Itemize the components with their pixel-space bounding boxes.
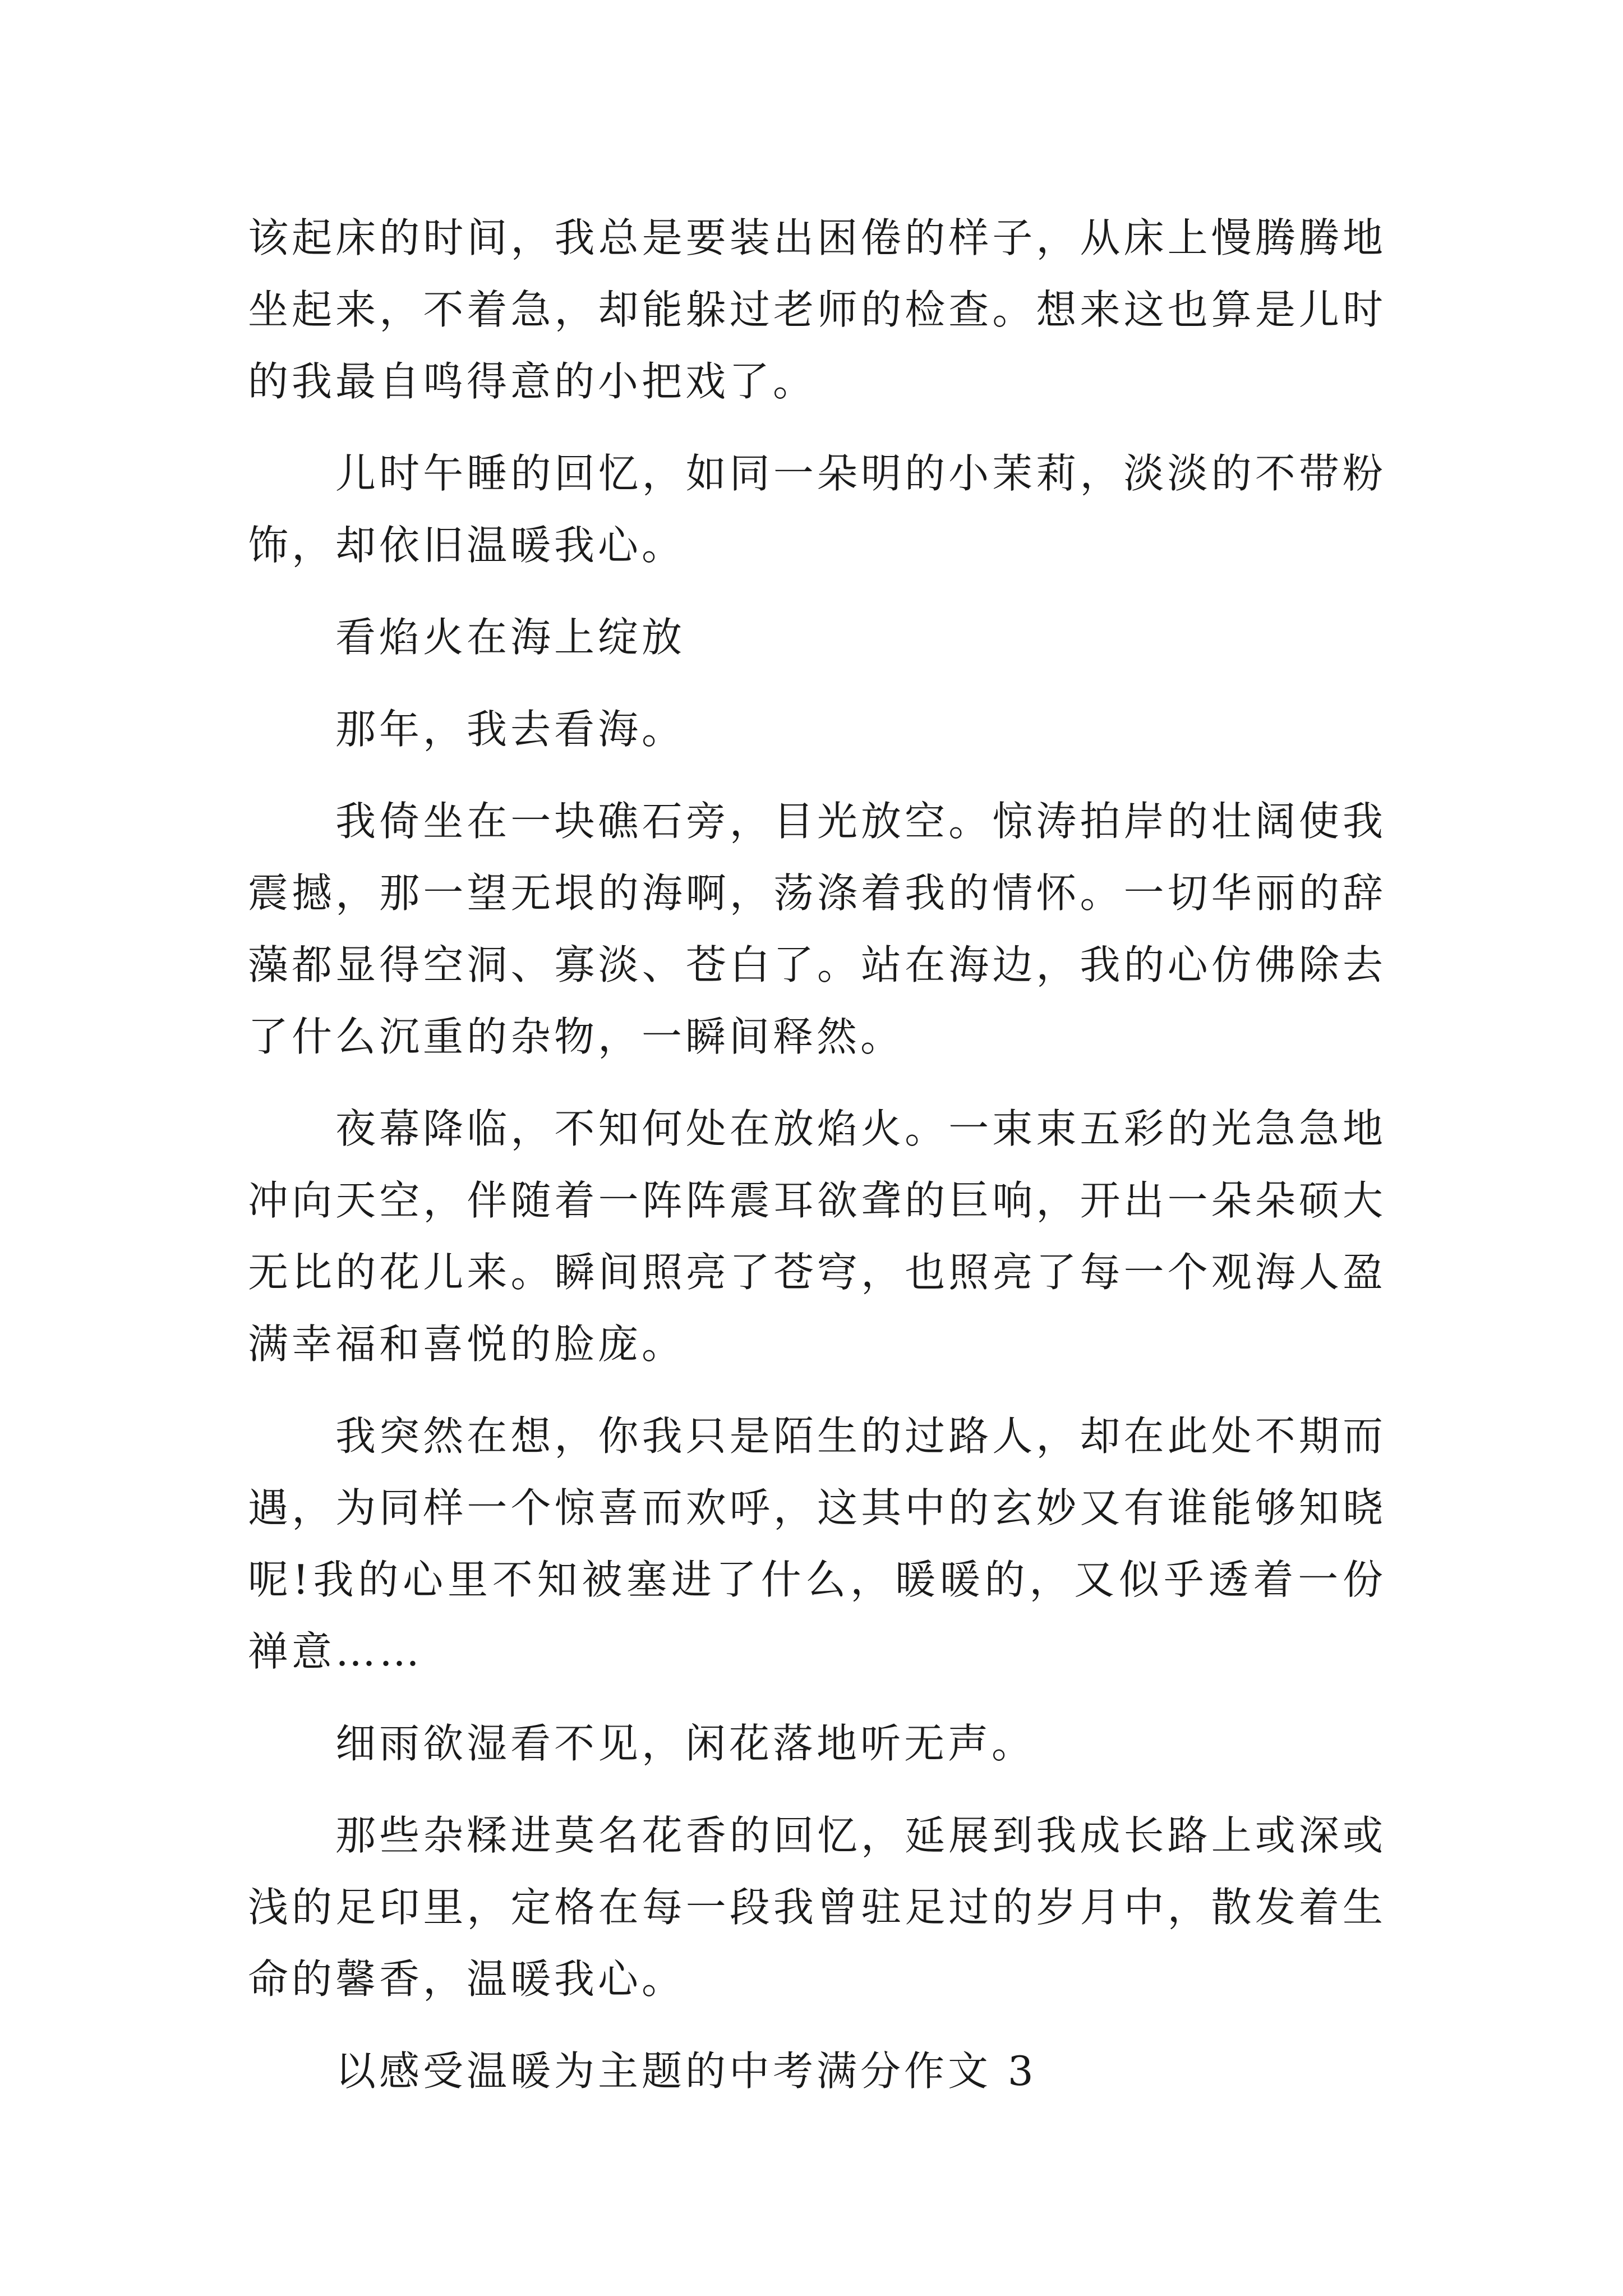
paragraph: 儿时午睡的回忆，如同一朵明的小茉莉，淡淡的不带粉饰，却依旧温暖我心。 (248, 450, 1386, 569)
paragraph: 我倚坐在一块礁石旁，目光放空。惊涛拍岸的壮阔使我震撼，那一望无垠的海啊，荡涤着我的情怀。一切华丽的辞藻都显得空洞、寡淡、苍白了。站在海边，我的心仿佛除去了什么沉重的杂物，一瞬间释然。 (248, 798, 1386, 1060)
paragraph: 我突然在想，你我只是陌生的过路人，却在此处不期而遇，为同样一个惊喜而欢呼，这其中的玄妙又有谁能够知晓呢!我的心里不知被塞进了什么，暖暖的，又似乎透着一份禅意…… (248, 1412, 1386, 1675)
paragraph: 那年，我去看海。 (335, 706, 686, 753)
paragraph: 那些杂糅进莫名花香的回忆，延展到我成长路上或深或浅的足印里，定格在每一段我曾驻足过的岁月中，散发着生命的馨香，温暖我心。 (248, 1812, 1386, 2003)
paragraph: 细雨欲湿看不见，闲花落地听无声。 (335, 1720, 1036, 1767)
section-title: 以感受温暖为主题的中考满分作文 3 (335, 2047, 1037, 2095)
document-body (248, 202, 1386, 2127)
paragraph: 夜幕降临，不知何处在放焰火。一束束五彩的光急急地冲向天空，伴随着一阵阵震耳欲聋的巨响，开出一朵朵硕大无比的花儿来。瞬间照亮了苍穹，也照亮了每一个观海人盈满幸福和喜悦的脸庞。 (248, 1105, 1386, 1368)
paragraph-continued: 该起床的时间，我总是要装出困倦的样子，从床上慢腾腾地坐起来，不着急，却能躲过老师的检查。想来这也算是儿时的我最自鸣得意的小把戏了。 (248, 214, 1386, 405)
section-title: 看焰火在海上绽放 (335, 614, 686, 661)
